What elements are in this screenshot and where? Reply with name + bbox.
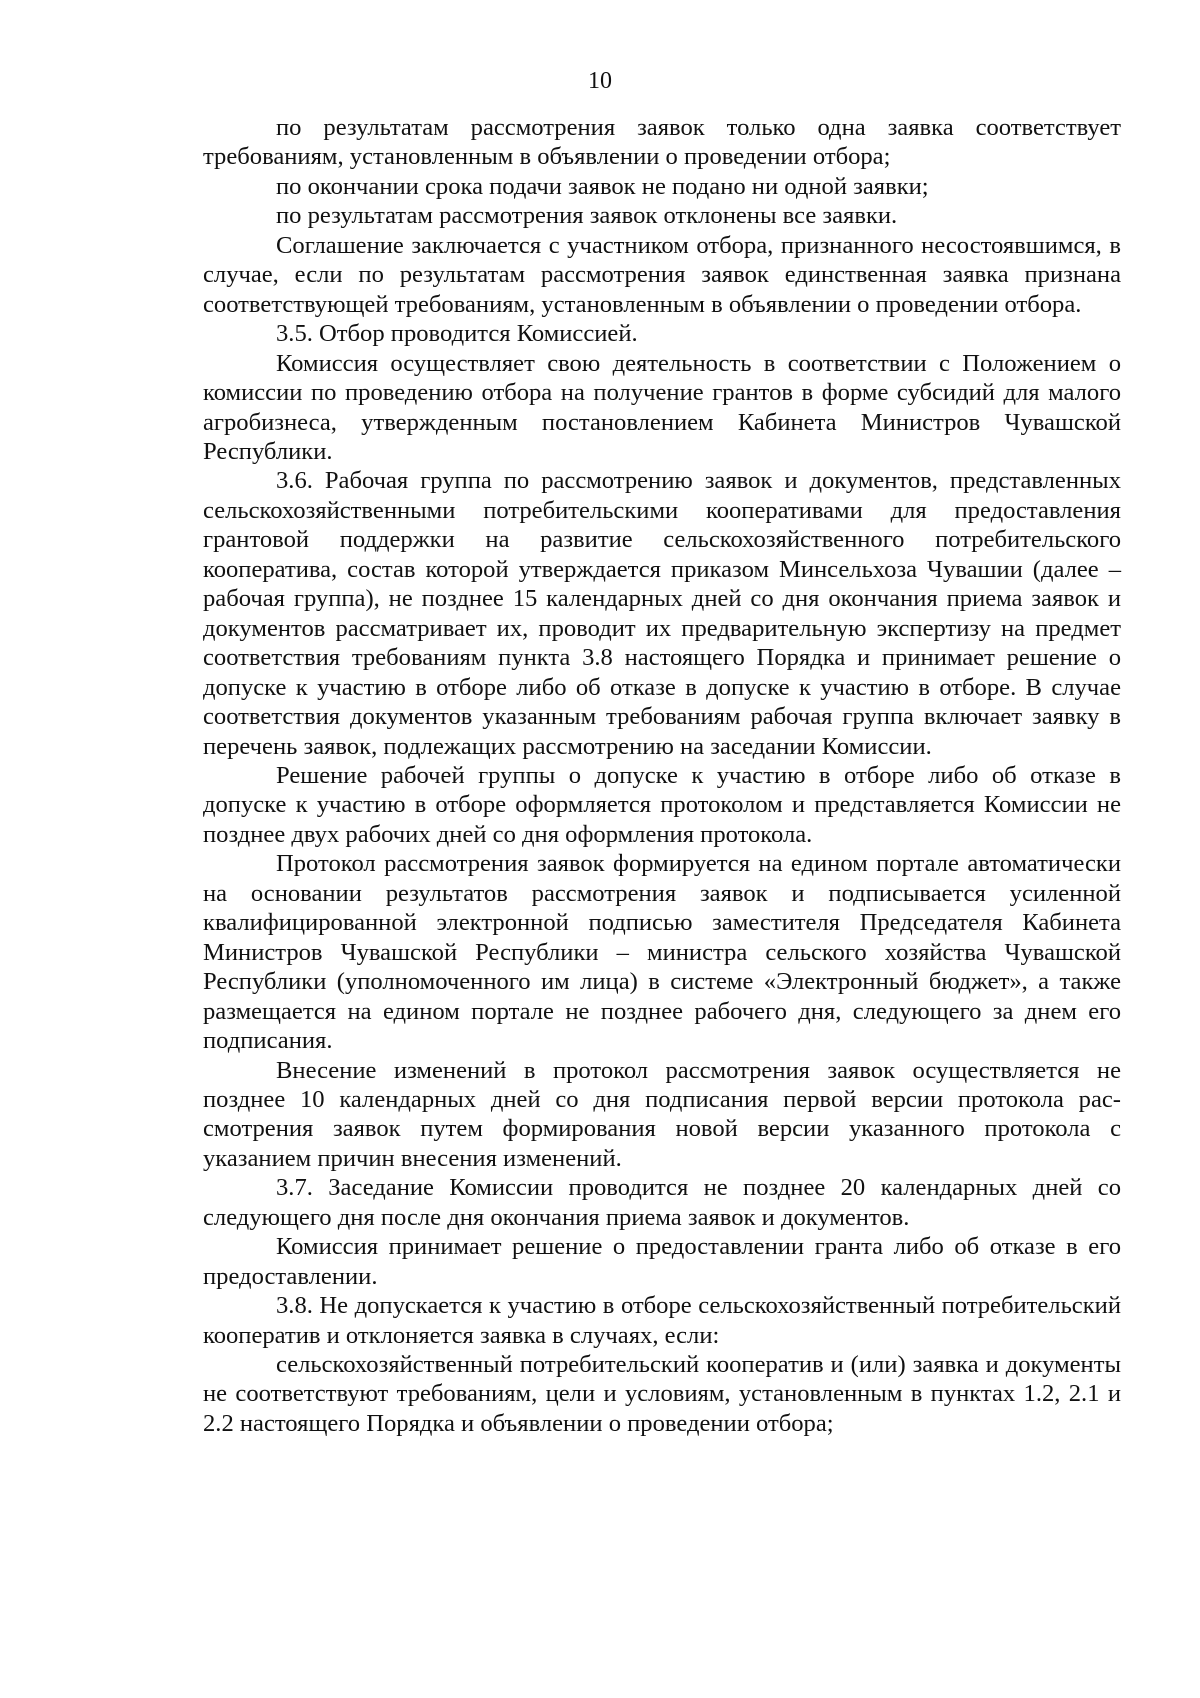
paragraph-3-6: 3.6. Рабочая группа по рассмотрению заявок и документов, представленных сельскохозяйственными потребительскими кооперативами для предоставления грантовой поддержки на развитие сельскохозяйственного потребительского кооператива, состав которой утверждается приказом Минсельхоза Чувашии (далее – рабочая группа), не позднее 15 календарных дней со дня окончания приема заявок и документов рассматривает их, проводит их предварительную экспертизу на предмет соответствия требованиям пункта 3.8 настоящего Порядка и принимает решение о допуске к участию в отборе либо об отказе в допуске к участию в отборе. В случае соответствия документов указанным требованиям рабочая группа включает заявку в перечень заявок, подлежащих рассмотрению на заседании Комиссии. [203,467,1121,760]
paragraph-3-8: 3.8. Не допускается к участию в отборе сельскохозяйственный потребительский кооператив и отклоняется заявка в случаях, если: [203,1292,1121,1349]
paragraph-3-5: 3.5. Отбор проводится Комиссией. [276,320,638,348]
paragraph-3-7: 3.7. Заседание Комиссии проводится не позднее 20 календарных дней со следующего дня после дня окончания приема заявок и документов. [203,1174,1121,1231]
document-body [203,113,1121,1438]
paragraph-protocol-changes: Внесение изменений в протокол рассмотрения заявок осуществляется не позднее 10 календарных дней со дня подписания первой версии протокола рассмотрения заявок путем формирования новой версии указанного протокола с указанием причин внесения изменений. [203,1056,1121,1172]
paragraph-agreement: Соглашение заключается с участником отбора, признанного несостоявшимся, в случае, если по результатам рассмотрения заявок единственная заявка признана соответствующей требованиям, установленным в объявлении о проведении отбора. [203,231,1121,318]
paragraph-commission-decision: Комиссия принимает решение о предоставлении гранта либо об отказе в его предоставлении. [203,1233,1121,1290]
paragraph-working-group-decision: Решение рабочей группы о допуске к участию в отборе либо об отказе в допуске к участию в отборе оформляется протоколом и представляется Комиссии не позднее двух рабочих дней со дня оформления протокола. [203,761,1121,848]
paragraph-commission-activity: Комиссия осуществляет свою деятельность в соответствии с Положением о комиссии по проведению отбора на получение грантов в форме субсидий для малого агробизнеса, утвержденным постановлением Кабинета Министров Чувашской Республики. [203,349,1121,465]
paragraph-no-applications: по окончании срока подачи заявок не подано ни одной заявки; [276,172,929,200]
paragraph-all-rejected: по результатам рассмотрения заявок отклонены все заявки. [276,202,898,230]
paragraph-one-application-compliant: по результатам рассмотрения заявок только одна заявка соответствует требованиям, установленным в объявлении о проведении отбора; [203,114,1121,171]
paragraph-cooperative-noncompliance: сельскохозяйственный потребительский кооператив и (или) заявка и документы не соответствуют требованиям, цели и условиям, установленным в пунктах 1.2, 2.1 и 2.2 настоящего Порядка и объявлении о проведении отбора; [203,1351,1121,1437]
paragraph-protocol-formation: Протокол рассмотрения заявок формируется на едином портале автоматически на основании результатов рассмотрения заявок и подписывается усиленной квалифицированной электронной подписью заместителя Председателя Кабинета Министров Чувашской Республики – министра сельского хозяйства Чувашской Республики (уполномоченного им лица) в системе «Электронный бюджет», а также размещается на едином портале не позднее рабочего дня, следующего за днем его подписания. [203,850,1121,1055]
page-number: 10 [588,68,612,94]
